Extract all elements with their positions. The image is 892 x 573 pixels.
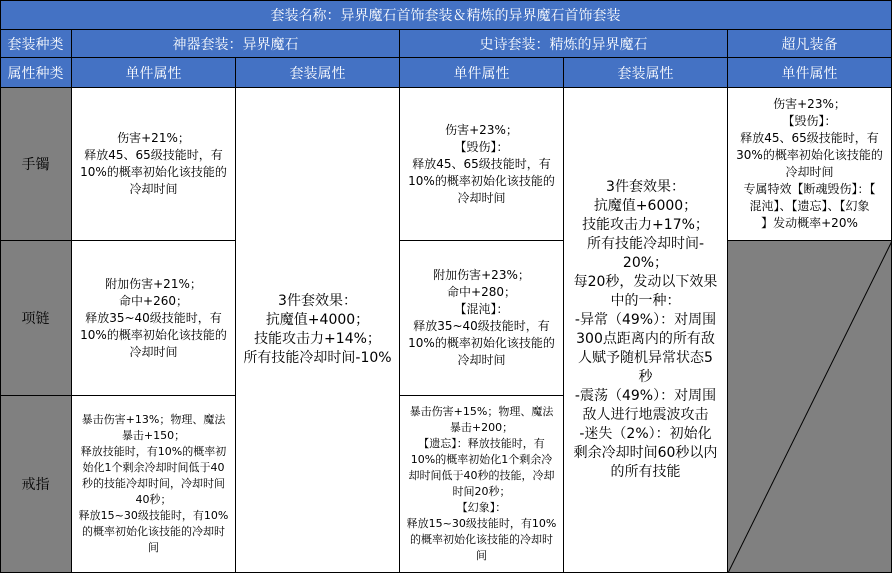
epic-set-text: 3件套效果： 抗魔值+6000； 技能攻击力+17%； 所有技能冷却时间- 20%； 每20秒，发动以下效果 中的一种： -异常（49%）：对周围 300点距离内的所有敌 人赋予随机异常状态5 秒 -震荡（49%）：对周围 敌人进行地震波攻击 -迷失（2%）：初始化 剩余冷却时间60秒以内 的所有技能 [573,179,718,480]
header-attr-type: 属性种类 [0,58,72,88]
header-transcendent-single: 单件属性 [728,58,892,88]
artifact-necklace-text: 附加伤害+21%； 命中+260； 释放35~40级技能时，有 10%的概率初始化该技能的 冷却时间 [80,276,227,359]
transcendent-empty-cell [728,241,892,573]
artifact-bracelet-text: 伤害+21%； 释放45、65级技能时，有 10%的概率初始化该技能的 冷却时间 [80,131,227,196]
artifact-necklace-attr [72,241,236,396]
artifact-bracelet-attr [72,88,236,241]
artifact-set-text: 3件套效果： 抗魔值+4000； 技能攻击力+14%； 所有技能冷却时间-10% [243,293,392,366]
table-title: 套装名称：异界魔石首饰套装＆精炼的异界魔石首饰套装 [0,0,892,30]
transcendent-bracelet-attr [728,88,892,241]
epic-necklace-text: 附加伤害+23%； 命中+280； 【混沌】： 释放35~40级技能时，有 10%的概率初始化该技能的 冷却时间 [408,268,555,367]
header-transcendent: 超凡装备 [728,30,892,58]
artifact-ring-text: 暴击伤害+13%；物理、魔法 暴击+150； 释放技能时，有10%的概率初 始化1个剩余冷却时间低于40 秒的技能冷却时间，冷却时间 40秒； 释放15~30级技能时，有10% 的概率初始化该技能的冷却时 间 [78,413,229,554]
epic-bracelet-attr [400,88,564,241]
row-label-bracelet: 手镯 [0,88,72,241]
row-label-necklace: 项链 [0,241,72,396]
header-epic-set-attr: 套装属性 [564,58,728,88]
epic-set-attr [564,88,728,573]
row-label-ring: 戒指 [0,396,72,573]
header-set-type: 套装种类 [0,30,72,58]
header-artifact-set: 神器套装：异界魔石 [72,30,400,58]
header-epic-single: 单件属性 [400,58,564,88]
epic-bracelet-text: 伤害+23%； 【毁伤】： 释放45、65级技能时，有 10%的概率初始化该技能的 冷却时间 [408,122,555,205]
header-epic-set: 史诗套装：精炼的异界魔石 [400,30,728,58]
artifact-set-attr [236,88,400,573]
epic-ring-text: 暴击伤害+15%；物理、魔法 暴击+200； 【遗忘】：释放技能时，有 10%的概率初始化1个剩余冷 却时间低于40秒的技能，冷却 时间20秒； 【幻象】： 释放15~30级技能时，有10% 的概率初始化该技能的冷却时 间 [406,405,557,562]
header-artifact-set-attr: 套装属性 [236,58,400,88]
transcendent-bracelet-text: 伤害+23%； 【毁伤】： 释放45、65级技能时，有 30%的概率初始化该技能的 冷却时间 专属特效【断魂毁伤】：【 混沌】、【遗忘】、【幻象 】发动概率+20% [736,97,883,230]
header-artifact-single: 单件属性 [72,58,236,88]
artifact-ring-attr [72,396,236,573]
epic-necklace-attr [400,241,564,396]
epic-ring-attr [400,396,564,573]
diagonal-line [728,241,892,573]
